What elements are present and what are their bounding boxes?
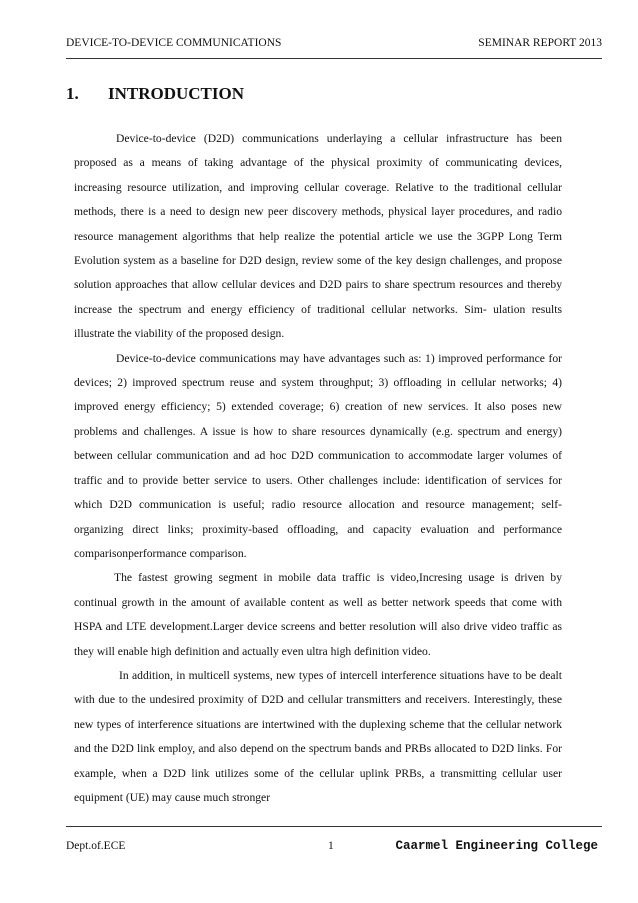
- paragraph: In addition, in multicell systems, new types of intercell interference situations have to be dealt with due to the undesired proximity of D2D and cellular transmitters and receivers. Interestingly, these new types of interference situations are intertwined with the duplexing scheme that the cellular network and the D2D link employ, and also depend on the spectrum bands and PRBs allocated to D2D links. For example, when a D2D link utilizes some of the cellular uplink PRBs, a transmitting cellular user equipment (UE) may cause much stronger: [74, 668, 562, 804]
- header-report-label: SEMINAR REPORT 2013: [478, 37, 602, 49]
- body-text: [74, 127, 562, 810]
- paragraph: Device-to-device communications may have advantages such as: 1) improved performance for devices; 2) improved spectrum reuse and system throughput; 3) offloading in cellular networks; 4) improved energy efficiency; 5) extended coverage; 6) creation of new services. It also poses new problems and challenges. A issue is how to share resources dynamically (e.g. spectrum and energy) between cellular communication and ad hoc D2D communication to accommodate larger volumes of traffic and to provide better service to users. Other challenges include: identification of services for which D2D communication is useful; radio resource allocation and resource management; self-organizing direct links; proximity-based offloading, and capacity evaluation and performance comparisonperformance comparison.: [74, 351, 562, 560]
- header-title: DEVICE-TO-DEVICE COMMUNICATIONS: [66, 37, 282, 49]
- page-footer: [66, 826, 602, 857]
- page-header: [66, 28, 602, 59]
- footer-department: Dept.of.ECE: [66, 840, 126, 852]
- page-number: 1: [328, 840, 334, 852]
- section-number: 1.: [66, 84, 79, 103]
- footer-college: Caarmel Engineering College: [395, 839, 598, 853]
- paragraph: Device-to-device (D2D) communications underlaying a cellular infrastructure has been proposed as a means of taking advantage of the physical proximity of communicating devices, increasing resource utilization, and improving cellular coverage. Relative to the traditional cellular methods, there is a need to design new peer discovery methods, physical layer procedures, and radio resource management algorithms that help realize the potential article we use the 3GPP Long Term Evolution system as a baseline for D2D design, review some of the key design challenges, and propose solution approaches that allow cellular devices and D2D pairs to share spectrum resources and thereby increase the spectrum and energy efficiency of traditional cellular networks. Sim- ulation results illustrate the viability of the proposed design.: [74, 132, 562, 341]
- section-title: INTRODUCTION: [108, 84, 245, 103]
- paragraph: The fastest growing segment in mobile data traffic is video,Incresing usage is driven by continual growth in the amount of available content as well as better network speeds that come with HSPA and LTE development.Larger device screens and better resolution will also drive video traffic as they will enable high definition and actually even ultra high definition video.: [74, 571, 562, 658]
- section-heading: [66, 84, 244, 104]
